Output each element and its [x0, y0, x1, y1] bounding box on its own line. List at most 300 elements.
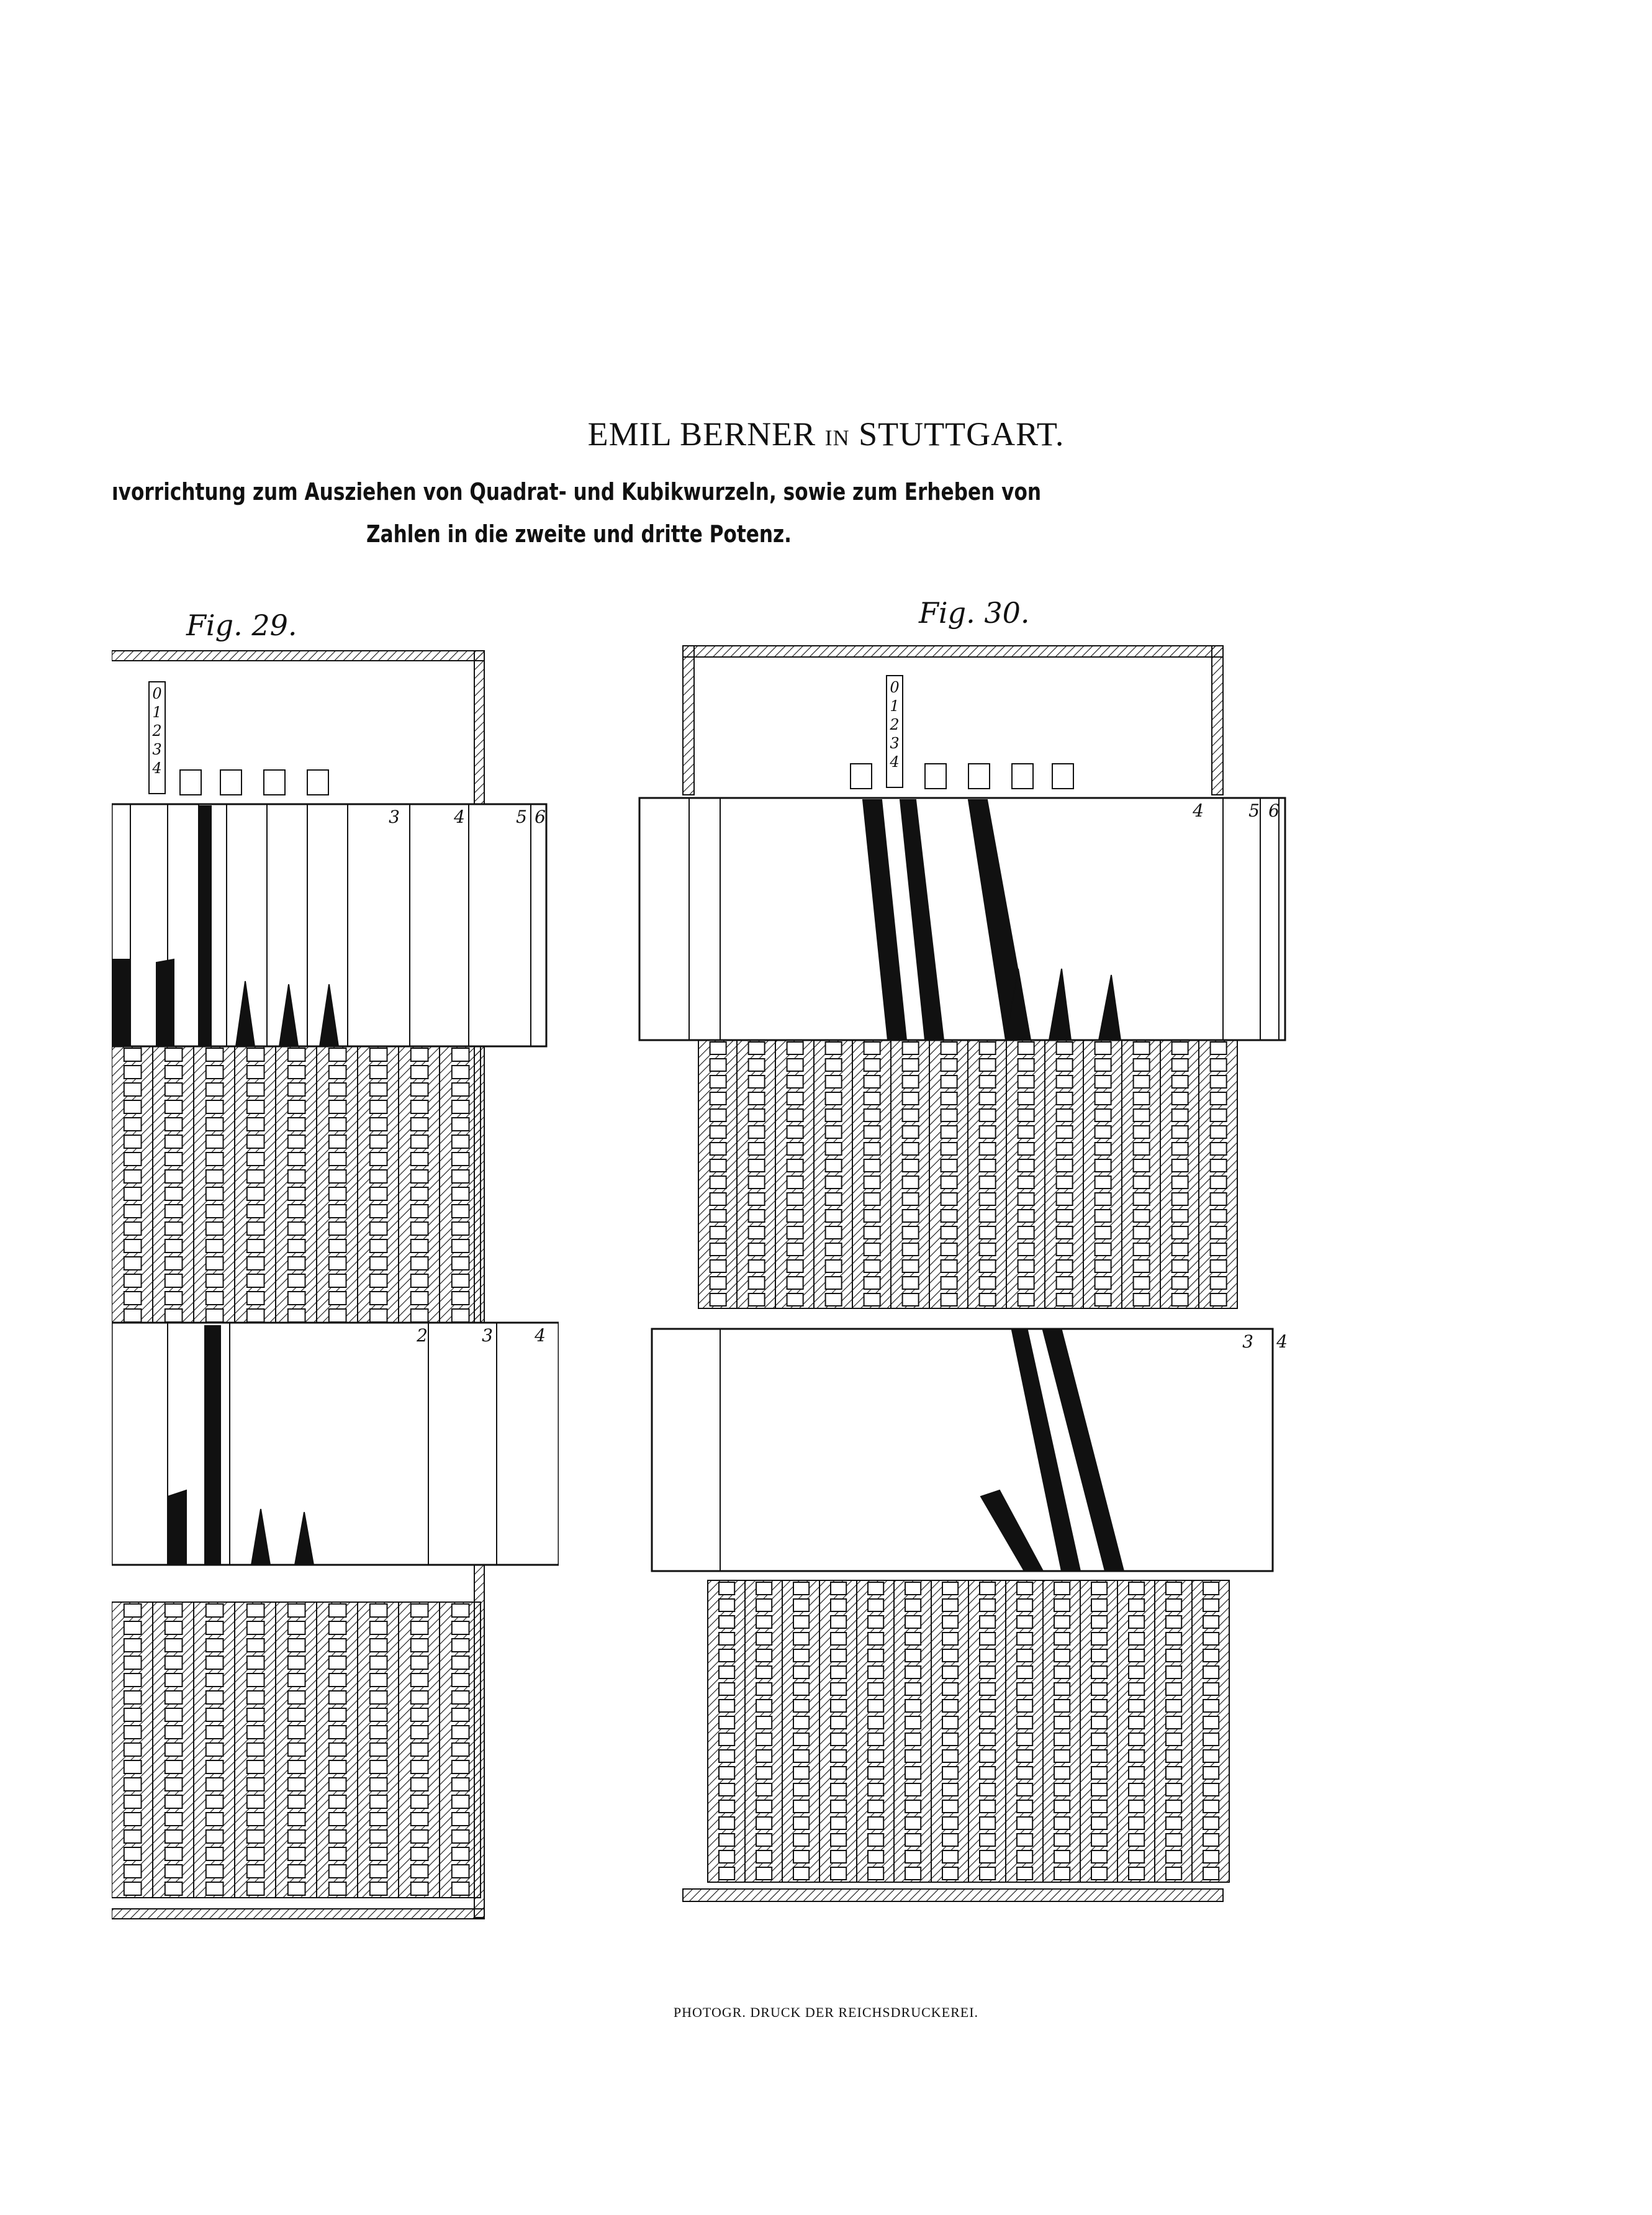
upper-grid-cell [452, 1083, 469, 1096]
upper-grid-cell [1211, 1126, 1227, 1138]
lower-grid-cell [452, 1743, 469, 1756]
lower-grid-cell [370, 1743, 387, 1756]
lower-grid-cell [868, 1700, 883, 1712]
lower-grid-cell [452, 1639, 469, 1652]
lower-grid-cell [247, 1691, 264, 1704]
upper-grid-cell [124, 1222, 142, 1235]
upper-grid-cell [247, 1187, 264, 1200]
lower-grid-cell [1203, 1649, 1219, 1662]
lower-grid-cell [868, 1716, 883, 1729]
upper-grid-cell [941, 1226, 957, 1239]
upper-grid-cell [941, 1293, 957, 1306]
upper-grid-cell [370, 1100, 387, 1113]
upper-grid-cell [1211, 1176, 1227, 1189]
upper-grid-cell [1095, 1293, 1111, 1306]
upper-grid-cell [370, 1048, 387, 1061]
lower-grid-cell [793, 1767, 809, 1779]
lower-grid-cell [452, 1604, 469, 1617]
upper-grid-cell [1057, 1143, 1073, 1155]
upper-grid-cell [124, 1239, 142, 1252]
lower-grid-cell [831, 1733, 846, 1746]
lower-grid-cell [905, 1633, 921, 1645]
upper-grid-cell [941, 1076, 957, 1088]
upper-grid-cell [411, 1083, 428, 1096]
upper-grid-cell [411, 1309, 428, 1322]
lower-grid-cell [1054, 1750, 1070, 1762]
upper-grid-cell [452, 1153, 469, 1166]
upper-grid-cell [1172, 1293, 1188, 1306]
upper-grid-cell [1134, 1059, 1150, 1071]
lower-grid-cell [165, 1726, 183, 1739]
lower-grid-cell [247, 1621, 264, 1634]
lower-grid-cell [452, 1795, 469, 1808]
lower-grid-cell [905, 1800, 921, 1813]
upper-grid-cell [1172, 1076, 1188, 1088]
lower-grid-cell [1054, 1633, 1070, 1645]
upper-grid-cell [411, 1066, 428, 1079]
lower-grid-cell [868, 1800, 883, 1813]
upper-grid-cell [1134, 1210, 1150, 1222]
lower-grid-cell [942, 1800, 958, 1813]
lower-grid-cell [1017, 1700, 1032, 1712]
slider-cap [307, 770, 328, 795]
upper-grid-cell [288, 1100, 305, 1113]
figure-30-caption: Fig. 30. [919, 596, 1030, 630]
upper-grid-cell [329, 1309, 346, 1322]
lower-grid-cell [206, 1743, 223, 1756]
lower-grid-cell [1129, 1733, 1144, 1746]
upper-grid-cell [941, 1042, 957, 1054]
upper-grid-cell [329, 1239, 346, 1252]
lower-grid-cell [1054, 1716, 1070, 1729]
lower-grid-cell [165, 1847, 183, 1860]
lower-grid-cell [868, 1683, 883, 1695]
upper-grid-cell [1211, 1159, 1227, 1172]
lower-grid-cell [452, 1882, 469, 1895]
lower-grid-cell [1203, 1867, 1219, 1880]
lower-grid-cell [1091, 1800, 1107, 1813]
lower-grid-cell [165, 1865, 183, 1878]
upper-grid-cell [1095, 1126, 1111, 1138]
lower-grid-cell [329, 1795, 346, 1808]
upper-grid-cell [1018, 1076, 1034, 1088]
lower-grid-cell [165, 1778, 183, 1791]
upper-grid-cell [206, 1153, 223, 1166]
slider-cap [264, 770, 285, 795]
lower-grid-cell [370, 1882, 387, 1895]
upper-grid-cell [411, 1205, 428, 1218]
lower-grid-cell [288, 1865, 305, 1878]
lower-grid-cell [1091, 1750, 1107, 1762]
lower-grid-cell [905, 1582, 921, 1595]
lower-grid-cell [1017, 1750, 1032, 1762]
upper-grid-cell [165, 1292, 183, 1305]
lower-grid-cell [1203, 1633, 1219, 1645]
upper-grid-cell [826, 1293, 842, 1306]
lower-grid-cell [831, 1767, 846, 1779]
upper-grid-cell [864, 1193, 880, 1205]
upper-grid-cell [941, 1176, 957, 1189]
upper-grid-cell [288, 1292, 305, 1305]
lower-grid-cell [124, 1813, 142, 1826]
upper-grid-cell [288, 1083, 305, 1096]
upper-grid-cell [247, 1170, 264, 1183]
upper-grid-cell [787, 1293, 803, 1306]
lower-grid-cell [905, 1716, 921, 1729]
lower-grid-cell [980, 1783, 995, 1796]
lower-grid-cell [905, 1834, 921, 1846]
upper-grid-cell [1095, 1059, 1111, 1071]
upper-grid-cell [826, 1243, 842, 1256]
upper-grid-cell [903, 1092, 919, 1105]
lower-grid-cell [411, 1743, 428, 1756]
lower-grid-cell [1129, 1700, 1144, 1712]
upper-grid-cell [1095, 1159, 1111, 1172]
upper-grid-cell [787, 1210, 803, 1222]
lower-grid-cell [452, 1813, 469, 1826]
lower-grid-cell [793, 1633, 809, 1645]
lower-grid-cell [905, 1750, 921, 1762]
lower-grid-cell [206, 1882, 223, 1895]
slide-rod [168, 1490, 186, 1565]
author-place: STUTTGART. [859, 415, 1065, 453]
upper-grid-cell [1172, 1159, 1188, 1172]
upper-grid-cell [980, 1210, 996, 1222]
upper-grid-cell [749, 1293, 765, 1306]
lower-grid-cell [1166, 1800, 1181, 1813]
lower-grid-cell [1017, 1633, 1032, 1645]
upper-grid-cell [1211, 1243, 1227, 1256]
lower-grid-cell [124, 1847, 142, 1860]
lower-grid-cell [1054, 1767, 1070, 1779]
upper-grid-cell [452, 1170, 469, 1183]
lower-grid-cell [1166, 1716, 1181, 1729]
upper-grid-cell [206, 1309, 223, 1322]
upper-grid-cell [980, 1092, 996, 1105]
upper-grid-cell [370, 1083, 387, 1096]
lower-grid-cell [719, 1817, 734, 1829]
lower-grid-cell [756, 1834, 772, 1846]
frame-bottom-bar [683, 1889, 1223, 1901]
upper-grid-cell [1134, 1126, 1150, 1138]
lower-grid-cell [793, 1666, 809, 1678]
lower-grid-cell [831, 1582, 846, 1595]
lower-grid-cell [1091, 1599, 1107, 1611]
upper-grid-cell [206, 1118, 223, 1131]
upper-grid-cell [903, 1226, 919, 1239]
lower-grid-cell [329, 1778, 346, 1791]
upper-grid-cell [452, 1222, 469, 1235]
upper-grid-cell [864, 1042, 880, 1054]
lower-grid-cell [980, 1649, 995, 1662]
lower-grid-cell [1129, 1783, 1144, 1796]
upper-grid-cell [710, 1243, 726, 1256]
lower-grid-cell [124, 1760, 142, 1773]
lower-grid-cell [942, 1867, 958, 1880]
upper-grid-cell [1134, 1293, 1150, 1306]
upper-grid-cell [165, 1309, 183, 1322]
upper-grid-cell [980, 1193, 996, 1205]
upper-grid-cell [787, 1109, 803, 1121]
lower-grid-cell [247, 1726, 264, 1739]
upper-grid-cell [903, 1210, 919, 1222]
lower-grid-cell [452, 1691, 469, 1704]
top-slide [639, 798, 1285, 1040]
lower-grid-cell [206, 1656, 223, 1669]
lower-grid-cell [868, 1817, 883, 1829]
upper-grid-cell [787, 1143, 803, 1155]
upper-grid-cell [1134, 1143, 1150, 1155]
upper-grid-cell [165, 1118, 183, 1131]
lower-grid-cell [206, 1691, 223, 1704]
lower-grid-cell [165, 1639, 183, 1652]
lower-grid-cell [1054, 1800, 1070, 1813]
lower-grid-cell [793, 1716, 809, 1729]
lower-grid-cell [370, 1830, 387, 1843]
lower-grid-cell [719, 1867, 734, 1880]
lower-grid-cell [124, 1656, 142, 1669]
upper-grid-cell [749, 1126, 765, 1138]
upper-grid-cell [206, 1292, 223, 1305]
upper-grid-cell [710, 1193, 726, 1205]
lower-grid-cell [1017, 1867, 1032, 1880]
upper-grid-cell [370, 1309, 387, 1322]
lower-grid-cell [1091, 1767, 1107, 1779]
upper-grid-cell [1057, 1176, 1073, 1189]
upper-grid-cell [980, 1143, 996, 1155]
upper-grid-cell [1211, 1042, 1227, 1054]
lower-grid-cell [1017, 1683, 1032, 1695]
upper-grid-cell [165, 1083, 183, 1096]
subtitle-line-1: ıvorrichtung zum Ausziehen von Quadrat- und Kubikwurzeln, sowie zum Erheben von [112, 478, 1042, 505]
lower-grid-cell [370, 1778, 387, 1791]
upper-grid-cell [864, 1226, 880, 1239]
upper-grid-cell [787, 1193, 803, 1205]
upper-grid-cell [1134, 1243, 1150, 1256]
upper-grid-cell [941, 1260, 957, 1272]
lower-grid-cell [247, 1639, 264, 1652]
upper-grid-cell [1172, 1193, 1188, 1205]
upper-grid-cell [370, 1135, 387, 1148]
lower-grid-cell [1129, 1817, 1144, 1829]
lower-grid-cell [124, 1865, 142, 1878]
lower-grid-cell [831, 1616, 846, 1628]
lower-grid-cell [206, 1847, 223, 1860]
upper-grid-cell [826, 1042, 842, 1054]
lower-grid-cell [1166, 1767, 1181, 1779]
upper-grid-cell [749, 1243, 765, 1256]
upper-grid-cell [411, 1170, 428, 1183]
lower-grid-cell [165, 1830, 183, 1843]
lower-grid-cell [942, 1582, 958, 1595]
lower-grid-cell [1166, 1700, 1181, 1712]
lower-grid-cell [1091, 1850, 1107, 1863]
upper-grid-cell [980, 1243, 996, 1256]
upper-grid-cell [980, 1126, 996, 1138]
middle-slide-number: 4 [1276, 1331, 1288, 1352]
lower-grid-cell [165, 1656, 183, 1669]
upper-grid-cell [329, 1118, 346, 1131]
upper-grid-cell [1172, 1109, 1188, 1121]
lower-grid-cell [793, 1700, 809, 1712]
upper-grid-cell [980, 1059, 996, 1071]
lower-grid-cell [942, 1700, 958, 1712]
middle-slide-number: 4 [535, 1325, 546, 1346]
upper-grid-cell [1095, 1109, 1111, 1121]
lower-grid-cell [942, 1716, 958, 1729]
lower-grid-cell [1129, 1582, 1144, 1595]
lower-grid-cell [206, 1726, 223, 1739]
upper-grid-cell [1134, 1176, 1150, 1189]
upper-grid-cell [370, 1274, 387, 1287]
upper-grid-cell [165, 1205, 183, 1218]
upper-grid-cell [864, 1260, 880, 1272]
lower-grid-cell [831, 1783, 846, 1796]
lower-grid-cell [124, 1708, 142, 1721]
lower-grid-cell [1017, 1733, 1032, 1746]
upper-grid-cell [826, 1176, 842, 1189]
lower-grid-cell [329, 1760, 346, 1773]
upper-grid-cell [247, 1135, 264, 1148]
lower-grid-cell [329, 1639, 346, 1652]
upper-grid-cell [1211, 1277, 1227, 1289]
upper-grid-cell [710, 1092, 726, 1105]
lower-grid-cell [206, 1830, 223, 1843]
lower-grid-cell [756, 1649, 772, 1662]
lower-grid-cell [1203, 1800, 1219, 1813]
lower-grid-cell [411, 1656, 428, 1669]
upper-grid-cell [329, 1048, 346, 1061]
upper-grid-cell [1018, 1126, 1034, 1138]
lower-grid-cell [411, 1778, 428, 1791]
upper-grid-cell [329, 1292, 346, 1305]
lower-grid-cell [793, 1649, 809, 1662]
lower-grid-cell [756, 1599, 772, 1611]
upper-grid-cell [288, 1153, 305, 1166]
upper-grid-cell [787, 1092, 803, 1105]
lower-grid-cell [831, 1834, 846, 1846]
upper-grid-cell [980, 1159, 996, 1172]
lower-grid-cell [1166, 1683, 1181, 1695]
upper-grid-cell [370, 1257, 387, 1270]
lower-grid-cell [719, 1616, 734, 1628]
upper-grid-cell [980, 1042, 996, 1054]
lower-grid-cell [1203, 1733, 1219, 1746]
upper-grid-cell [864, 1277, 880, 1289]
lower-grid-cell [1203, 1834, 1219, 1846]
lower-grid-cell [124, 1621, 142, 1634]
lower-grid-cell [288, 1656, 305, 1669]
lower-grid-cell [329, 1830, 346, 1843]
slider-cap [925, 764, 946, 789]
lower-grid-cell [1166, 1850, 1181, 1863]
upper-grid-cell [864, 1059, 880, 1071]
top-slide-number: 6 [535, 807, 546, 827]
lower-grid-cell [1017, 1850, 1032, 1863]
upper-grid-cell [1095, 1176, 1111, 1189]
upper-grid-cell [1134, 1042, 1150, 1054]
upper-grid-cell [1018, 1293, 1034, 1306]
upper-grid-cell [452, 1135, 469, 1148]
upper-grid-cell [710, 1126, 726, 1138]
lower-grid-cell [165, 1604, 183, 1617]
upper-grid-cell [1172, 1143, 1188, 1155]
lower-grid-cell [1054, 1850, 1070, 1863]
lower-grid-cell [719, 1700, 734, 1712]
upper-grid-cell [329, 1100, 346, 1113]
lower-grid-cell [411, 1865, 428, 1878]
upper-grid-cell [1134, 1109, 1150, 1121]
lower-grid-cell [905, 1767, 921, 1779]
upper-grid-cell [288, 1170, 305, 1183]
lower-grid-cell [756, 1733, 772, 1746]
upper-grid-cell [1018, 1159, 1034, 1172]
upper-grid-cell [206, 1170, 223, 1183]
upper-grid-cell [1172, 1059, 1188, 1071]
upper-grid-cell [370, 1205, 387, 1218]
upper-grid-cell [452, 1118, 469, 1131]
upper-grid-cell [329, 1153, 346, 1166]
lower-grid-cell [1054, 1683, 1070, 1695]
lower-grid-cell [942, 1817, 958, 1829]
upper-grid-cell [329, 1257, 346, 1270]
lower-grid-cell [247, 1743, 264, 1756]
lower-grid-cell [1054, 1582, 1070, 1595]
lower-grid-cell [793, 1867, 809, 1880]
lower-grid-cell [942, 1850, 958, 1863]
lower-grid-cell [411, 1621, 428, 1634]
lower-grid-cell [980, 1800, 995, 1813]
slider-cap [1012, 764, 1033, 789]
lower-grid-cell [831, 1599, 846, 1611]
upper-grid-cell [370, 1239, 387, 1252]
lower-grid-cell [247, 1656, 264, 1669]
lower-grid-cell [868, 1616, 883, 1628]
upper-grid-cell [329, 1135, 346, 1148]
upper-grid-cell [864, 1159, 880, 1172]
upper-grid-cell [749, 1159, 765, 1172]
upper-grid-cell [826, 1059, 842, 1071]
upper-grid-cell [124, 1292, 142, 1305]
lower-grid-cell [1017, 1582, 1032, 1595]
upper-grid-cell [1018, 1260, 1034, 1272]
lower-grid-cell [868, 1783, 883, 1796]
lower-grid-cell [1203, 1767, 1219, 1779]
lower-grid-cell [1054, 1817, 1070, 1829]
upper-grid-cell [329, 1083, 346, 1096]
lower-grid-cell [831, 1817, 846, 1829]
upper-grid-cell [1172, 1126, 1188, 1138]
lower-grid-cell [868, 1733, 883, 1746]
upper-grid-cell [1057, 1126, 1073, 1138]
lower-grid-cell [831, 1666, 846, 1678]
lower-grid-cell [1054, 1700, 1070, 1712]
upper-grid-cell [288, 1187, 305, 1200]
subtitle-line-2: Zahlen in die zweite und dritte Potenz. [366, 520, 792, 548]
upper-grid-cell [1134, 1159, 1150, 1172]
upper-grid-cell [452, 1187, 469, 1200]
upper-grid-cell [1018, 1059, 1034, 1071]
lower-grid-cell [942, 1834, 958, 1846]
lower-grid-cell [288, 1604, 305, 1617]
lower-grid-cell [868, 1633, 883, 1645]
lower-grid-cell [756, 1767, 772, 1779]
upper-grid-cell [864, 1176, 880, 1189]
upper-grid-cell [247, 1100, 264, 1113]
lower-grid-cell [719, 1649, 734, 1662]
upper-grid-cell [1018, 1042, 1034, 1054]
upper-grid-cell [1172, 1226, 1188, 1239]
